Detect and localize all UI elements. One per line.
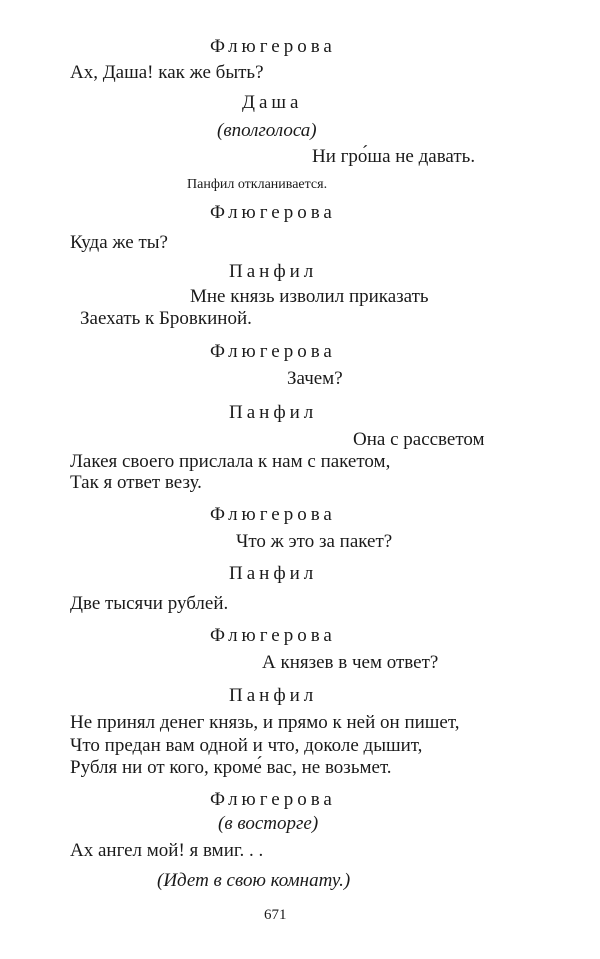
verse-line: Мне князь изволил приказать [190, 286, 429, 307]
speaker-name: Флюгерова [210, 341, 336, 362]
verse-line: Что ж это за пакет? [236, 531, 393, 552]
speaker-name: Панфил [229, 402, 318, 423]
verse-line: Заехать к Бровкиной. [80, 308, 252, 329]
speaker-name: Даша [242, 92, 303, 113]
speaker-name: Панфил [229, 261, 318, 282]
stage-direction: (вполголоса) [217, 120, 317, 141]
verse-line: Две тысячи рублей. [70, 593, 229, 614]
speaker-name: Флюгерова [210, 625, 336, 646]
speaker-name: Панфил [229, 563, 318, 584]
verse-line: Ни гро́ша не давать. [312, 146, 476, 167]
verse-line: Ах, Даша! как же быть? [70, 62, 264, 83]
verse-line: Не принял денег князь, и прямо к ней он пишет, [70, 712, 460, 733]
stage-direction: Панфил откланивается. [187, 177, 328, 192]
stage-direction: (в восторге) [218, 813, 319, 834]
verse-line: Лакея своего прислала к нам с пакетом, [70, 451, 391, 472]
verse-line: Куда же ты? [70, 232, 168, 253]
verse-line: Зачем? [287, 368, 343, 389]
stage-direction: (Идет в свою комнату.) [157, 870, 351, 891]
verse-line: Ах ангел мой! я вмиг. . . [70, 840, 264, 861]
verse-line: Рубля ни от кого, кроме́ вас, не возьмет. [70, 757, 392, 778]
speaker-name: Флюгерова [210, 36, 336, 57]
speaker-name: Флюгерова [210, 202, 336, 223]
verse-line: Так я ответ везу. [70, 472, 202, 493]
verse-line: Что предан вам одной и что, доколе дышит, [70, 735, 423, 756]
speaker-name: Панфил [229, 685, 318, 706]
page-number: 671 [264, 907, 287, 923]
speaker-name: Флюгерова [210, 789, 336, 810]
speaker-name: Флюгерова [210, 504, 336, 525]
verse-line: Она с рассветом [353, 429, 485, 450]
verse-line: А князев в чем ответ? [262, 652, 439, 673]
